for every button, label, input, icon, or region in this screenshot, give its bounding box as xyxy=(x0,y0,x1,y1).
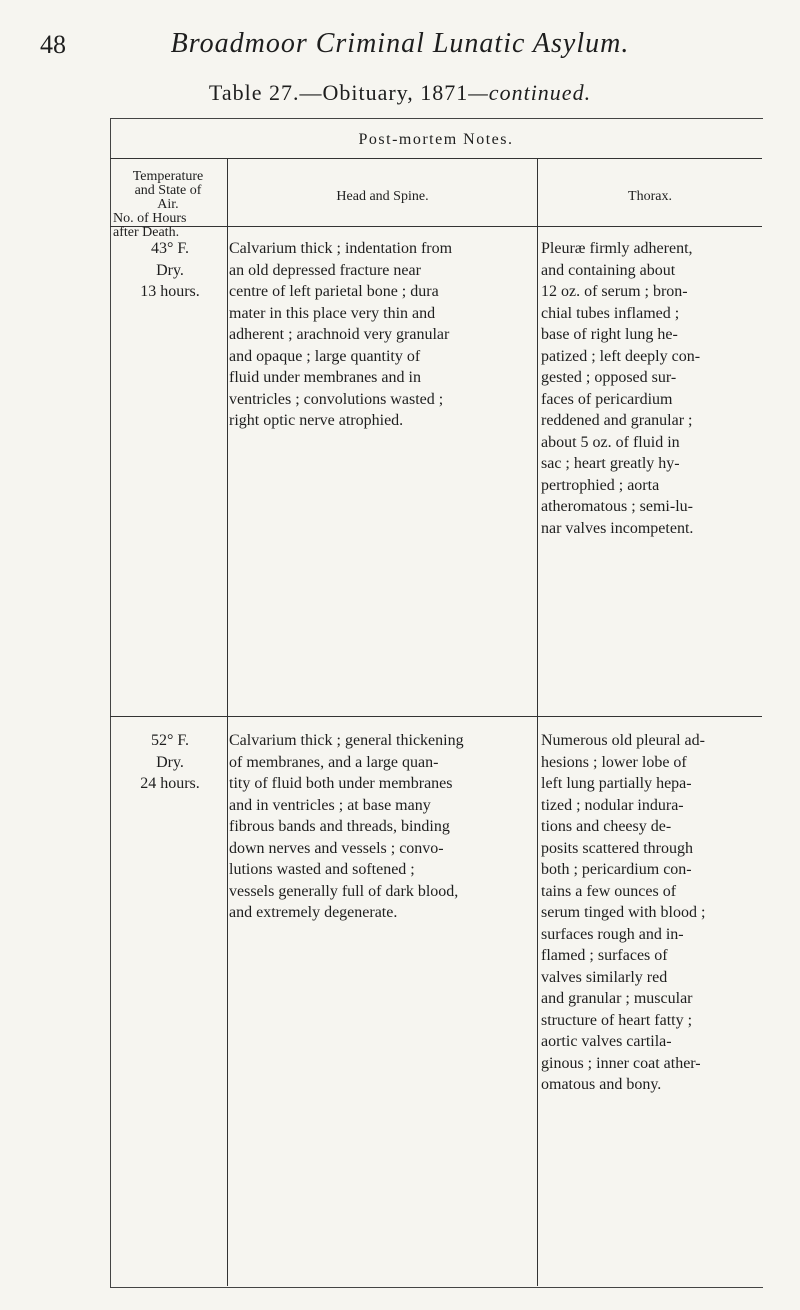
row-2-thorax-line: hesions ; lower lobe of xyxy=(541,753,687,771)
column-head-temperature-line: Air. xyxy=(157,197,179,212)
row-2-thorax-line: both ; pericardium con- xyxy=(541,861,692,878)
column-head-thorax: Thorax. xyxy=(628,189,672,204)
row-2-head-and-spine xyxy=(229,730,532,924)
row-1-head-line: ventricles ; convolutions wasted ; xyxy=(229,390,444,408)
column-head-temperature-line: and State of xyxy=(134,183,202,198)
row-1-head-line: fluid under membranes and in xyxy=(229,369,421,386)
row-2-head-line: and in ventricles ; at base many xyxy=(229,796,431,814)
column-head-temperature xyxy=(113,170,223,240)
row-1-thorax-line: and containing about xyxy=(541,261,676,279)
row-1-head-line: mater in this place very thin and xyxy=(229,304,436,322)
row-2-head-line: and extremely degenerate. xyxy=(229,904,398,921)
row-1-thorax-line: about 5 oz. of fluid in xyxy=(541,433,680,451)
row-1-head-line: centre of left parietal bone ; dura xyxy=(229,283,439,300)
row-1-thorax-line: base of right lung he- xyxy=(541,326,678,343)
row-1-thorax-line: sac ; heart greatly hy- xyxy=(541,455,680,472)
row-2-thorax-line: left lung partially hepa- xyxy=(541,775,692,792)
row-1-thorax-line: 12 oz. of serum ; bron- xyxy=(541,283,688,300)
row-2-head-line: tity of fluid both under membranes xyxy=(229,775,453,792)
running-head: Broadmoor Criminal Lunatic Asylum. xyxy=(170,28,630,59)
row-2-thorax-line: tions and cheesy de- xyxy=(541,818,672,835)
row-1-head-and-spine xyxy=(229,238,532,432)
row-2-thorax-line: structure of heart fatty ; xyxy=(541,1011,693,1029)
row-1-thorax-line: faces of pericardium xyxy=(541,390,673,408)
section-title: Post-mortem Notes. xyxy=(358,131,514,148)
row-1-thorax-line: nar valves incompetent. xyxy=(541,519,694,537)
row-1-thorax-line: reddened and granular ; xyxy=(541,412,693,429)
row-1-temperature-line: 43° F. xyxy=(150,240,189,257)
row-1-thorax-line: Pleuræ firmly adherent, xyxy=(541,240,693,257)
rule-under-section-title xyxy=(110,158,762,159)
row-2-head-line: down nerves and vessels ; convo- xyxy=(229,839,444,857)
row-1-thorax-line: patized ; left deeply con- xyxy=(541,347,701,365)
row-2-temperature-line: 24 hours. xyxy=(140,775,200,792)
row-1-temperature-line: 13 hours. xyxy=(140,283,200,300)
column-divider-1 xyxy=(227,158,228,1286)
page-number: 48 xyxy=(40,30,66,59)
row-1-thorax-line: atheromatous ; semi-lu- xyxy=(541,498,693,515)
row-1-temperature xyxy=(113,238,227,303)
row-1-head-line: Calvarium thick ; indentation from xyxy=(229,240,453,257)
row-2-temperature xyxy=(113,730,227,795)
row-2-thorax-line: tized ; nodular indura- xyxy=(541,796,684,814)
row-1-head-line: adherent ; arachnoid very granular xyxy=(229,326,450,343)
rule-between-rows xyxy=(110,716,762,717)
row-1-thorax-line: gested ; opposed sur- xyxy=(541,369,677,386)
column-head-temperature-line: Temperature xyxy=(132,169,204,184)
row-2-thorax-line: aortic valves cartila- xyxy=(541,1033,672,1050)
column-head-head-and-spine: Head and Spine. xyxy=(336,189,429,204)
row-2-thorax-line: surfaces rough and in- xyxy=(541,925,684,943)
row-2-thorax-line: and granular ; muscular xyxy=(541,990,693,1007)
row-1-head-line: right optic nerve atrophied. xyxy=(229,412,404,429)
row-1-head-line: an old depressed fracture near xyxy=(229,261,421,279)
row-2-head-line: lutions wasted and softened ; xyxy=(229,861,415,878)
row-1-thorax-line: pertrophied ; aorta xyxy=(541,476,660,494)
row-2-thorax-line: ginous ; inner coat ather- xyxy=(541,1054,701,1072)
table-title-continued: —continued. xyxy=(468,80,592,105)
row-2-temperature-line: 52° F. xyxy=(150,732,189,749)
row-2-thorax-line: omatous and bony. xyxy=(541,1076,662,1093)
row-1-thorax xyxy=(541,238,758,539)
row-2-thorax-line: tains a few ounces of xyxy=(541,882,677,900)
row-1-temperature-line: Dry. xyxy=(156,261,184,279)
row-2-head-line: fibrous bands and threads, binding xyxy=(229,818,450,835)
row-2-head-line: of membranes, and a large quan- xyxy=(229,753,439,771)
row-1-head-line: and opaque ; large quantity of xyxy=(229,347,421,365)
column-head-temperature-line: No. of Hours xyxy=(113,211,187,226)
row-2-temperature-line: Dry. xyxy=(156,753,184,771)
row-2-thorax-line: valves similarly red xyxy=(541,968,668,986)
column-divider-2 xyxy=(537,158,538,1286)
row-2-thorax-line: serum tinged with blood ; xyxy=(541,904,706,921)
table-caption xyxy=(0,80,800,106)
table-title: Table 27.—Obituary, 1871 xyxy=(208,80,469,105)
row-2-thorax-line: flamed ; surfaces of xyxy=(541,947,668,964)
row-2-thorax-line: Numerous old pleural ad- xyxy=(541,732,705,749)
row-2-head-line: Calvarium thick ; general thickening xyxy=(229,732,464,749)
row-1-thorax-line: chial tubes inflamed ; xyxy=(541,304,680,322)
row-2-head-line: vessels generally full of dark blood, xyxy=(229,882,459,900)
column-head-temperature-line: after Death. xyxy=(113,225,180,240)
row-2-thorax-line: posits scattered through xyxy=(541,839,693,857)
row-2-thorax xyxy=(541,730,758,1096)
